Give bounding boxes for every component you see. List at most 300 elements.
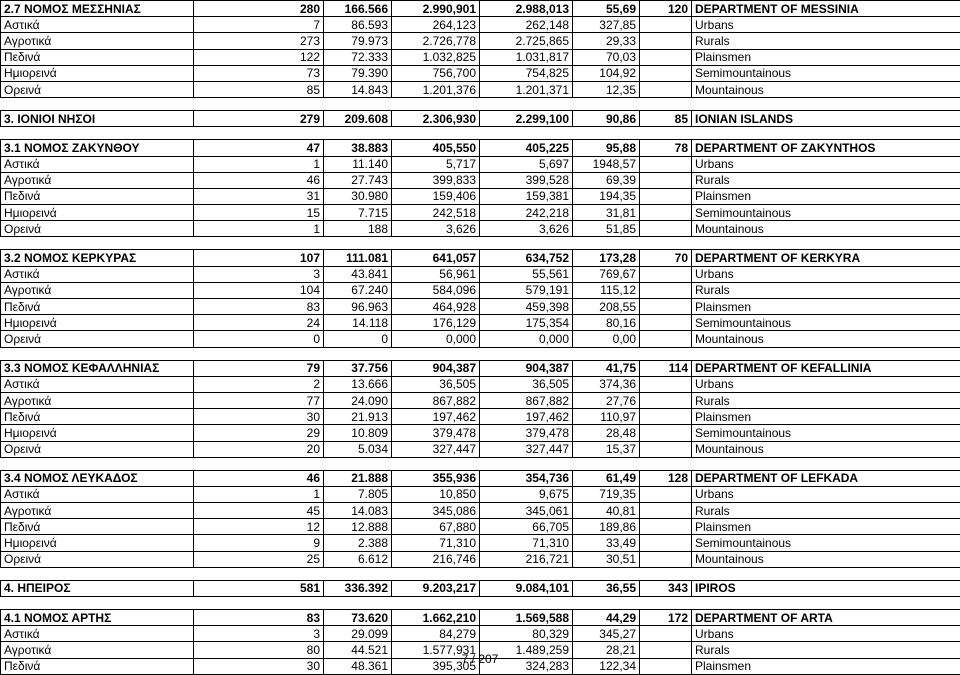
- spacer-row: [1, 457, 960, 470]
- table-cell: 120: [640, 1, 692, 17]
- table-row: [1, 17, 960, 33]
- table-cell: [640, 299, 692, 315]
- table-cell: 56,961: [392, 266, 480, 282]
- table-cell: 104: [194, 282, 324, 298]
- table-cell: 1.201,371: [480, 81, 573, 97]
- table-cell: 159,381: [480, 188, 573, 204]
- table-cell: 4. ΗΠΕΙΡΟΣ: [1, 580, 194, 596]
- table-cell: 38.883: [324, 140, 392, 156]
- table-cell: Πεδινά: [1, 49, 194, 65]
- table-cell: 0: [324, 331, 392, 347]
- table-cell: Urbans: [692, 17, 960, 33]
- table-cell: 395,305: [392, 658, 480, 674]
- table-cell: 9.203,217: [392, 580, 480, 596]
- table-row: [1, 626, 960, 642]
- table-cell: 584,096: [392, 282, 480, 298]
- table-cell: 2.988,013: [480, 1, 573, 17]
- table-cell: [640, 486, 692, 502]
- table-cell: 95,88: [573, 140, 640, 156]
- table-cell: Rurals: [692, 282, 960, 298]
- spacer-cell: [1, 567, 960, 580]
- table-cell: 7.805: [324, 486, 392, 502]
- table-cell: 114: [640, 360, 692, 376]
- table-cell: 27.743: [324, 172, 392, 188]
- spacer-cell: [1, 457, 960, 470]
- table-cell: Ορεινά: [1, 441, 194, 457]
- table-cell: Ορεινά: [1, 331, 194, 347]
- table-cell: 14.843: [324, 81, 392, 97]
- table-cell: 28,48: [573, 425, 640, 441]
- table-cell: Αστικά: [1, 17, 194, 33]
- table-cell: 79.973: [324, 33, 392, 49]
- table-cell: 379,478: [480, 425, 573, 441]
- table-cell: 172: [640, 610, 692, 626]
- table-cell: [640, 282, 692, 298]
- table-cell: 9,675: [480, 486, 573, 502]
- section-row: [1, 1, 960, 17]
- table-cell: 262,148: [480, 17, 573, 33]
- table-cell: Ημιορεινά: [1, 65, 194, 81]
- table-row: [1, 376, 960, 392]
- table-cell: 46: [194, 172, 324, 188]
- table-cell: 115,12: [573, 282, 640, 298]
- table-cell: Mountainous: [692, 551, 960, 567]
- table-cell: 96.963: [324, 299, 392, 315]
- table-cell: 7.715: [324, 205, 392, 221]
- table-cell: Ορεινά: [1, 81, 194, 97]
- table-cell: 21.888: [324, 470, 392, 486]
- table-cell: 30.980: [324, 188, 392, 204]
- section-row: [1, 111, 960, 127]
- table-row: [1, 65, 960, 81]
- table-cell: 10.809: [324, 425, 392, 441]
- table-cell: 0,00: [573, 331, 640, 347]
- table-cell: 216,746: [392, 551, 480, 567]
- table-cell: 25: [194, 551, 324, 567]
- page-number: 7 / 207: [0, 652, 960, 666]
- table-cell: Mountainous: [692, 441, 960, 457]
- table-cell: 3: [194, 626, 324, 642]
- table-cell: Αγροτικά: [1, 33, 194, 49]
- table-cell: Rurals: [692, 172, 960, 188]
- table-cell: 273: [194, 33, 324, 49]
- spacer-cell: [1, 597, 960, 610]
- table-cell: 264,123: [392, 17, 480, 33]
- table-cell: 208,55: [573, 299, 640, 315]
- table-cell: Semimountainous: [692, 205, 960, 221]
- table-cell: 405,225: [480, 140, 573, 156]
- table-cell: 1.489,259: [480, 642, 573, 658]
- table-row: [1, 172, 960, 188]
- table-cell: 45: [194, 503, 324, 519]
- table-cell: Ημιορεινά: [1, 205, 194, 221]
- table-cell: 69,39: [573, 172, 640, 188]
- table-cell: 3: [194, 266, 324, 282]
- table-cell: 0,000: [480, 331, 573, 347]
- table-cell: 175,354: [480, 315, 573, 331]
- table-cell: 80,16: [573, 315, 640, 331]
- table-cell: [640, 188, 692, 204]
- table-cell: Urbans: [692, 266, 960, 282]
- table-cell: [640, 331, 692, 347]
- table-cell: 904,387: [480, 360, 573, 376]
- table-cell: 1.577,931: [392, 642, 480, 658]
- table-cell: Rurals: [692, 392, 960, 408]
- table-cell: Αστικά: [1, 156, 194, 172]
- table-cell: 14.083: [324, 503, 392, 519]
- table-cell: 66,705: [480, 519, 573, 535]
- table-cell: 399,833: [392, 172, 480, 188]
- table-cell: 1.662,210: [392, 610, 480, 626]
- table-cell: 355,936: [392, 470, 480, 486]
- table-row: [1, 535, 960, 551]
- table-cell: 719,35: [573, 486, 640, 502]
- table-cell: 2.306,930: [392, 111, 480, 127]
- table-cell: 345,27: [573, 626, 640, 642]
- table-cell: Πεδινά: [1, 519, 194, 535]
- table-cell: 327,447: [480, 441, 573, 457]
- table-cell: 40,81: [573, 503, 640, 519]
- table-cell: 2.726,778: [392, 33, 480, 49]
- table-cell: 354,736: [480, 470, 573, 486]
- table-row: [1, 519, 960, 535]
- table-cell: 189,86: [573, 519, 640, 535]
- table-cell: DEPARTMENT OF ZAKYNTHOS: [692, 140, 960, 156]
- table-row: [1, 188, 960, 204]
- table-cell: 15,37: [573, 441, 640, 457]
- table-cell: Αγροτικά: [1, 503, 194, 519]
- table-cell: Πεδινά: [1, 299, 194, 315]
- table-cell: 904,387: [392, 360, 480, 376]
- section-row: [1, 140, 960, 156]
- table-cell: 197,462: [480, 409, 573, 425]
- table-cell: 122,34: [573, 658, 640, 674]
- table-cell: [640, 409, 692, 425]
- table-row: [1, 503, 960, 519]
- table-cell: 90,86: [573, 111, 640, 127]
- table-cell: 33,49: [573, 535, 640, 551]
- table-cell: [640, 205, 692, 221]
- table-cell: 67,880: [392, 519, 480, 535]
- table-cell: 7: [194, 17, 324, 33]
- table-cell: 197,462: [392, 409, 480, 425]
- table-cell: 581: [194, 580, 324, 596]
- table-cell: Plainsmen: [692, 519, 960, 535]
- table-cell: 3,626: [480, 221, 573, 237]
- table-cell: 5.034: [324, 441, 392, 457]
- table-cell: [640, 626, 692, 642]
- table-cell: 3. ΙΟΝΙΟΙ ΝΗΣΟΙ: [1, 111, 194, 127]
- table-cell: 86.593: [324, 17, 392, 33]
- table-cell: 9: [194, 535, 324, 551]
- table-cell: [640, 441, 692, 457]
- table-cell: 28,21: [573, 642, 640, 658]
- table-cell: 29.099: [324, 626, 392, 642]
- table-cell: [640, 81, 692, 97]
- table-cell: Urbans: [692, 626, 960, 642]
- table-cell: Mountainous: [692, 331, 960, 347]
- table-cell: Rurals: [692, 503, 960, 519]
- table-cell: IPIROS: [692, 580, 960, 596]
- table-cell: 71,310: [480, 535, 573, 551]
- table-cell: 327,85: [573, 17, 640, 33]
- table-cell: 36,55: [573, 580, 640, 596]
- table-cell: 48.361: [324, 658, 392, 674]
- table-cell: 0: [194, 331, 324, 347]
- table-cell: [640, 266, 692, 282]
- table-cell: Mountainous: [692, 81, 960, 97]
- table-cell: 5,697: [480, 156, 573, 172]
- table-row: [1, 315, 960, 331]
- table-cell: 769,67: [573, 266, 640, 282]
- table-cell: 173,28: [573, 250, 640, 266]
- table-cell: 324,283: [480, 658, 573, 674]
- table-cell: 70: [640, 250, 692, 266]
- table-cell: [640, 503, 692, 519]
- table-cell: 1: [194, 221, 324, 237]
- table-cell: 128: [640, 470, 692, 486]
- table-cell: 1.201,376: [392, 81, 480, 97]
- table-cell: 3.3 ΝΟΜΟΣ ΚΕΦΑΛΛΗΝΙΑΣ: [1, 360, 194, 376]
- table-cell: 80: [194, 642, 324, 658]
- table-cell: [640, 376, 692, 392]
- table-row: [1, 156, 960, 172]
- table-cell: 867,882: [480, 392, 573, 408]
- table-cell: [640, 65, 692, 81]
- table-cell: Αστικά: [1, 376, 194, 392]
- table-cell: Semimountainous: [692, 425, 960, 441]
- table-cell: Αγροτικά: [1, 282, 194, 298]
- table-cell: 80,329: [480, 626, 573, 642]
- table-cell: [640, 519, 692, 535]
- table-row: [1, 205, 960, 221]
- table-cell: 343: [640, 580, 692, 596]
- spacer-row: [1, 597, 960, 610]
- table-cell: [640, 551, 692, 567]
- table-cell: 2.990,901: [392, 1, 480, 17]
- table-cell: 12,35: [573, 81, 640, 97]
- table-row: [1, 392, 960, 408]
- table-cell: 85: [194, 81, 324, 97]
- table-cell: 1.032,825: [392, 49, 480, 65]
- table-cell: Ημιορεινά: [1, 535, 194, 551]
- table-cell: Ορεινά: [1, 551, 194, 567]
- table-cell: 464,928: [392, 299, 480, 315]
- table-cell: 44.521: [324, 642, 392, 658]
- table-cell: 5,717: [392, 156, 480, 172]
- table-cell: 61,49: [573, 470, 640, 486]
- table-cell: 73: [194, 65, 324, 81]
- table-row: [1, 409, 960, 425]
- table-cell: Αστικά: [1, 626, 194, 642]
- table-cell: 27,76: [573, 392, 640, 408]
- table-row: [1, 299, 960, 315]
- table-cell: 84,279: [392, 626, 480, 642]
- table-cell: 9.084,101: [480, 580, 573, 596]
- table-row: [1, 221, 960, 237]
- table-cell: 47: [194, 140, 324, 156]
- table-cell: 2.7 ΝΟΜΟΣ ΜΕΣΣΗΝΙΑΣ: [1, 1, 194, 17]
- section-row: [1, 360, 960, 376]
- table-cell: 1948,57: [573, 156, 640, 172]
- table-cell: Rurals: [692, 642, 960, 658]
- table-cell: 327,447: [392, 441, 480, 457]
- table-cell: 754,825: [480, 65, 573, 81]
- table-cell: 579,191: [480, 282, 573, 298]
- table-cell: 104,92: [573, 65, 640, 81]
- table-cell: Αστικά: [1, 266, 194, 282]
- spacer-row: [1, 127, 960, 140]
- spacer-row: [1, 98, 960, 111]
- table-cell: 30,51: [573, 551, 640, 567]
- table-cell: 279: [194, 111, 324, 127]
- table-cell: Ορεινά: [1, 221, 194, 237]
- table-row: [1, 282, 960, 298]
- table-cell: 73.620: [324, 610, 392, 626]
- table-cell: 29,33: [573, 33, 640, 49]
- table-cell: 43.841: [324, 266, 392, 282]
- table-cell: 55,69: [573, 1, 640, 17]
- table-row: [1, 33, 960, 49]
- table-cell: 4.1 ΝΟΜΟΣ ΑΡΤΗΣ: [1, 610, 194, 626]
- table-cell: 176,129: [392, 315, 480, 331]
- table-cell: 71,310: [392, 535, 480, 551]
- table-cell: 1: [194, 156, 324, 172]
- section-row: [1, 610, 960, 626]
- table-cell: 83: [194, 610, 324, 626]
- table-cell: 78: [640, 140, 692, 156]
- table-cell: 1.569,588: [480, 610, 573, 626]
- table-cell: 374,36: [573, 376, 640, 392]
- table-cell: 30: [194, 658, 324, 674]
- table-cell: Urbans: [692, 486, 960, 502]
- table-cell: 209.608: [324, 111, 392, 127]
- table-cell: 756,700: [392, 65, 480, 81]
- table-cell: 37.756: [324, 360, 392, 376]
- table-cell: 24: [194, 315, 324, 331]
- table-cell: 1: [194, 486, 324, 502]
- table-cell: 67.240: [324, 282, 392, 298]
- table-cell: 77: [194, 392, 324, 408]
- table-cell: Plainsmen: [692, 409, 960, 425]
- table-cell: 79: [194, 360, 324, 376]
- table-cell: 79.390: [324, 65, 392, 81]
- table-row: [1, 486, 960, 502]
- table-cell: 6.612: [324, 551, 392, 567]
- table-cell: Plainsmen: [692, 299, 960, 315]
- table-cell: 216,721: [480, 551, 573, 567]
- table-cell: 1.031,817: [480, 49, 573, 65]
- table-row: [1, 425, 960, 441]
- table-cell: Rurals: [692, 33, 960, 49]
- table-cell: DEPARTMENT OF KERKYRA: [692, 250, 960, 266]
- spacer-cell: [1, 98, 960, 111]
- spacer-row: [1, 567, 960, 580]
- table-cell: Mountainous: [692, 221, 960, 237]
- table-cell: 3,626: [392, 221, 480, 237]
- table-cell: 31,81: [573, 205, 640, 221]
- table-cell: [640, 315, 692, 331]
- table-cell: 110,97: [573, 409, 640, 425]
- table-cell: 336.392: [324, 580, 392, 596]
- table-cell: 21.913: [324, 409, 392, 425]
- table-cell: 46: [194, 470, 324, 486]
- table-cell: 641,057: [392, 250, 480, 266]
- table-cell: Plainsmen: [692, 188, 960, 204]
- table-cell: 15: [194, 205, 324, 221]
- table-cell: 111.081: [324, 250, 392, 266]
- table-cell: 36,505: [392, 376, 480, 392]
- spacer-cell: [1, 237, 960, 250]
- table-cell: 194,35: [573, 188, 640, 204]
- section-row: [1, 250, 960, 266]
- table-cell: 122: [194, 49, 324, 65]
- table-cell: 3.4 ΝΟΜΟΣ ΛΕΥΚΑΔΟΣ: [1, 470, 194, 486]
- table-cell: [640, 172, 692, 188]
- table-cell: 85: [640, 111, 692, 127]
- table-row: [1, 441, 960, 457]
- table-row: [1, 49, 960, 65]
- table-cell: [640, 425, 692, 441]
- section-row: [1, 580, 960, 596]
- table-cell: IONIAN ISLANDS: [692, 111, 960, 127]
- table-cell: Πεδινά: [1, 188, 194, 204]
- table-cell: Urbans: [692, 156, 960, 172]
- table-cell: 634,752: [480, 250, 573, 266]
- table-cell: 83: [194, 299, 324, 315]
- table-cell: Plainsmen: [692, 658, 960, 674]
- table-cell: 70,03: [573, 49, 640, 65]
- table-cell: Αστικά: [1, 486, 194, 502]
- table-cell: 3.2 ΝΟΜΟΣ ΚΕΡΚΥΡΑΣ: [1, 250, 194, 266]
- table-cell: 36,505: [480, 376, 573, 392]
- table-cell: Πεδινά: [1, 409, 194, 425]
- section-row: [1, 470, 960, 486]
- table-cell: Ημιορεινά: [1, 425, 194, 441]
- table-cell: 280: [194, 1, 324, 17]
- table-cell: 2.299,100: [480, 111, 573, 127]
- spacer-row: [1, 347, 960, 360]
- table-cell: 55,561: [480, 266, 573, 282]
- table-cell: Semimountainous: [692, 65, 960, 81]
- table-cell: DEPARTMENT OF LEFKADA: [692, 470, 960, 486]
- table-cell: 0,000: [392, 331, 480, 347]
- spacer-row: [1, 237, 960, 250]
- table-cell: Αγροτικά: [1, 392, 194, 408]
- table-cell: 14.118: [324, 315, 392, 331]
- table-cell: 10,850: [392, 486, 480, 502]
- table-cell: [640, 221, 692, 237]
- table-cell: 12.888: [324, 519, 392, 535]
- table-cell: 41,75: [573, 360, 640, 376]
- table-cell: 30: [194, 409, 324, 425]
- table-cell: 29: [194, 425, 324, 441]
- table-row: [1, 331, 960, 347]
- table-cell: 2: [194, 376, 324, 392]
- table-cell: DEPARTMENT OF ARTA: [692, 610, 960, 626]
- table-cell: 31: [194, 188, 324, 204]
- spacer-cell: [1, 127, 960, 140]
- table-cell: 11.140: [324, 156, 392, 172]
- table-cell: 44,29: [573, 610, 640, 626]
- table-cell: 12: [194, 519, 324, 535]
- table-cell: Semimountainous: [692, 315, 960, 331]
- table-cell: [640, 49, 692, 65]
- table-cell: 24.090: [324, 392, 392, 408]
- table-cell: 2.725,865: [480, 33, 573, 49]
- table-cell: [640, 156, 692, 172]
- table-cell: 72.333: [324, 49, 392, 65]
